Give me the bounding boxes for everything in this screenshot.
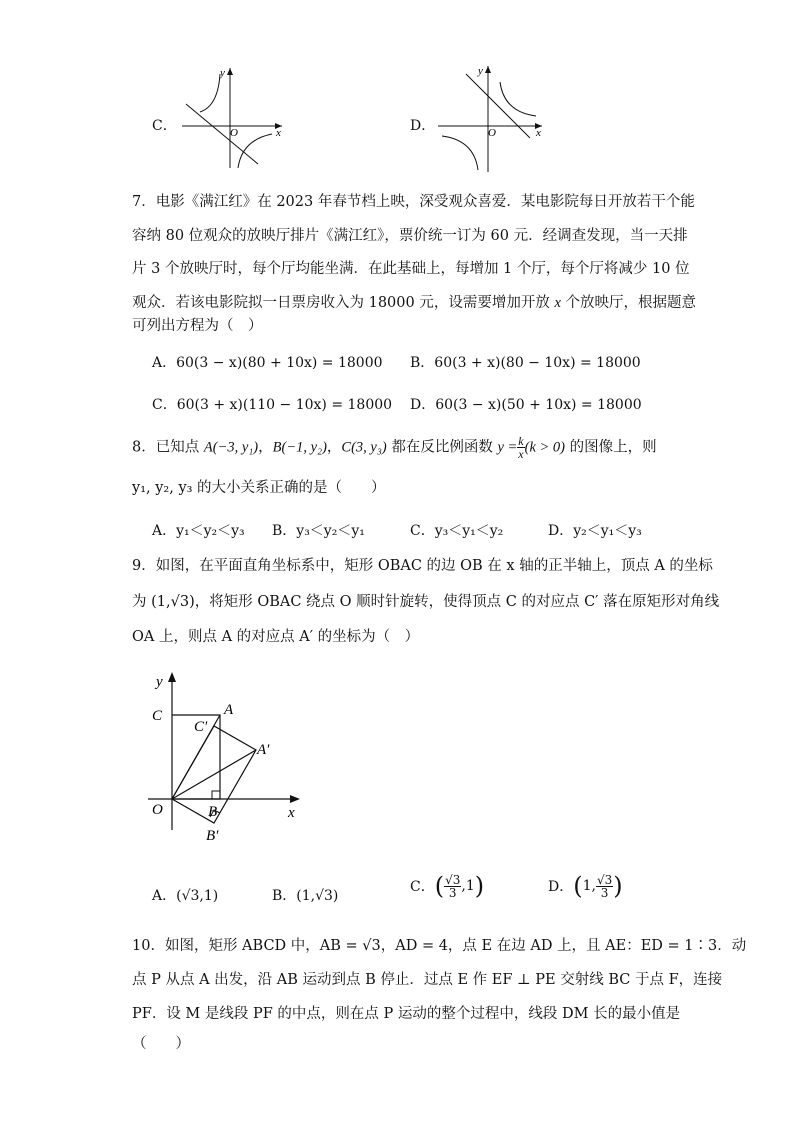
q7-line-4 (132, 293, 696, 313)
q9-option-c: C．( $\frac{√3}{3}$ ,1) (410, 872, 485, 900)
point-b-prime-label: B′ (206, 828, 219, 844)
q7-option-b: B．60(3 + x)(80 − 10x) = 18000 (410, 355, 641, 371)
q9-line-3: OA 上，则点 A 的对应点 A′ 的坐标为（ ） (132, 629, 420, 645)
line-graph (186, 104, 258, 164)
y-axis-arrow (227, 68, 233, 75)
q9-line-2: 为 (1,√3)，将矩形 OBAC 绕点 O 顺时针旋转，使得顶点 C 的对应点 C′ 落在原矩形对角线 (132, 594, 720, 610)
q8-point-a: A(−3, y₁) (203, 439, 259, 456)
q9-option-d-numerator: √3 (596, 872, 613, 887)
q8-line-1: 8．已知点 A(−3, y₁)，B(−1, y₂)，C(3, y₃) 都在反比例函数 y = $\frac{k}{x}$ (k > 0) 的图像上，则 (132, 434, 657, 461)
q9-option-d: D．(1, $\frac{√3}{3}$ ) (548, 872, 623, 900)
q9-option-c-denominator: 3 (448, 885, 457, 900)
hyperbola-branch-upper-right (500, 82, 536, 116)
q8-text-c: 的图像上，则 (565, 439, 657, 456)
q9-option-d-fraction (596, 874, 613, 899)
q10-line-2: 点 P 从点 A 出发，沿 AB 运动到点 B 停止．过点 E 作 EF ⊥ PE 交射线 BC 于点 F，连接 (132, 972, 723, 988)
q10-line-1: 10．如图，矩形 ABCD 中，AB = √3，AD = 4，点 E 在边 AD 上，且 AE：ED = 1∶3．动 (132, 938, 747, 954)
q9-option-c-tail: ,1 (461, 878, 475, 894)
x-label: x (288, 805, 295, 821)
hyperbola-branch-upper-left (200, 74, 220, 112)
x-label: x (536, 127, 541, 139)
q6-option-d-label: D． (410, 118, 436, 134)
x-label: x (276, 127, 281, 139)
point-c-prime-label: C′ (194, 719, 208, 735)
q9-option-a: A．(√3,1) (152, 888, 219, 904)
q8-text-a: 8．已知点 (132, 439, 204, 456)
origin-label: O (488, 127, 496, 139)
q10-line-4: （ ） (132, 1036, 190, 1052)
q8-option-b: B．y₃＜y₂＜y₁ (272, 523, 365, 539)
point-b-label: B (208, 804, 218, 820)
q6-option-c-label: C． (152, 118, 177, 134)
q10-line-3: PF．设 M 是线段 PF 的中点，则在点 P 运动的整个过程中，线段 DM 长的最小值是 (132, 1006, 681, 1022)
q8-func-condition: (k > 0) (524, 439, 566, 456)
q9-option-d-denominator: 3 (600, 885, 609, 900)
q9-option-d-head: 1, (582, 878, 596, 894)
q7-line-1: 7．电影《满江红》在 2023 年春节档上映，深受观众喜爱．某电影院每日开放若干个能 (132, 194, 695, 210)
q7-line-4-text-b: 个放映厅，根据题意 (560, 295, 696, 311)
point-a-prime-label: A′ (257, 742, 270, 758)
q7-line-2: 容纳 80 位观众的放映厅排片《满江红》，票价统一订为 60 元．经调查发现，当一天排 (132, 228, 688, 244)
origin-label: O (152, 802, 163, 818)
origin-label: O (230, 127, 238, 139)
q8-point-b: B(−1, y₂) (272, 439, 327, 456)
x-axis-arrow (290, 795, 300, 803)
point-a-label: A (224, 702, 234, 718)
q7-line-3: 片 3 个放映厅时，每个厅均能坐满．在此基础上，每增加 1 个厅，每个厅将减少 10 位 (132, 261, 690, 277)
hyperbola-branch-lower-left (442, 136, 478, 170)
right-angle-mark-b (212, 791, 220, 799)
q9-option-b: B．(1,√3) (272, 888, 339, 904)
q8-fraction-denominator: x (518, 447, 524, 461)
q8-fraction (517, 435, 524, 460)
q6-option-d-graph (436, 62, 548, 174)
q7-line-4-text-a: 观众．若该电影院拟一日票房收入为 18000 元，设需要增加开放 (132, 295, 555, 311)
q7-option-c: C．60(3 + x)(110 − 10x) = 18000 (152, 397, 393, 413)
q7-line-5: 可列出方程为（ ） (132, 318, 263, 334)
q9-option-c-prefix: C． (410, 879, 435, 895)
y-label: y (156, 674, 163, 690)
q8-option-a: A．y₁＜y₂＜y₃ (152, 523, 245, 539)
q7-option-d: D．60(3 − x)(50 + 10x) = 18000 (410, 397, 642, 413)
q8-option-d: D．y₂＜y₁＜y₃ (548, 523, 642, 539)
q8-option-c: C．y₃＜y₁＜y₂ (410, 523, 504, 539)
q9-option-c-numerator: √3 (445, 872, 461, 887)
q7-option-a: A．60(3 − x)(80 + 10x) = 18000 (152, 355, 383, 371)
q9-figure (140, 668, 310, 848)
q8-point-c: C(3, y₃) (341, 439, 387, 456)
point-c-label: C (152, 708, 163, 724)
y-label: y (220, 67, 225, 79)
diagonal-oa-prime (172, 750, 256, 799)
q8-text-b: 都在反比例函数 (386, 439, 498, 456)
q9-option-d-prefix: D． (548, 879, 574, 895)
y-axis-arrow (485, 66, 491, 73)
y-axis-arrow (168, 672, 176, 682)
q8-func-lhs: y = (497, 439, 518, 456)
y-label: y (478, 65, 483, 77)
q7-variable-x: x (554, 295, 561, 311)
q9-option-c-fraction (444, 874, 461, 899)
line-graph (466, 74, 530, 138)
q6-option-c-graph (178, 62, 290, 172)
q8-line-2: y₁, y₂, y₃ 的大小关系正确的是（ ） (132, 480, 386, 496)
q9-line-1: 9．如图，在平面直角坐标系中，矩形 OBAC 的边 OB 在 x 轴的正半轴上，顶点 A 的坐标 (132, 558, 713, 574)
q8-fraction-numerator: k (518, 434, 524, 448)
